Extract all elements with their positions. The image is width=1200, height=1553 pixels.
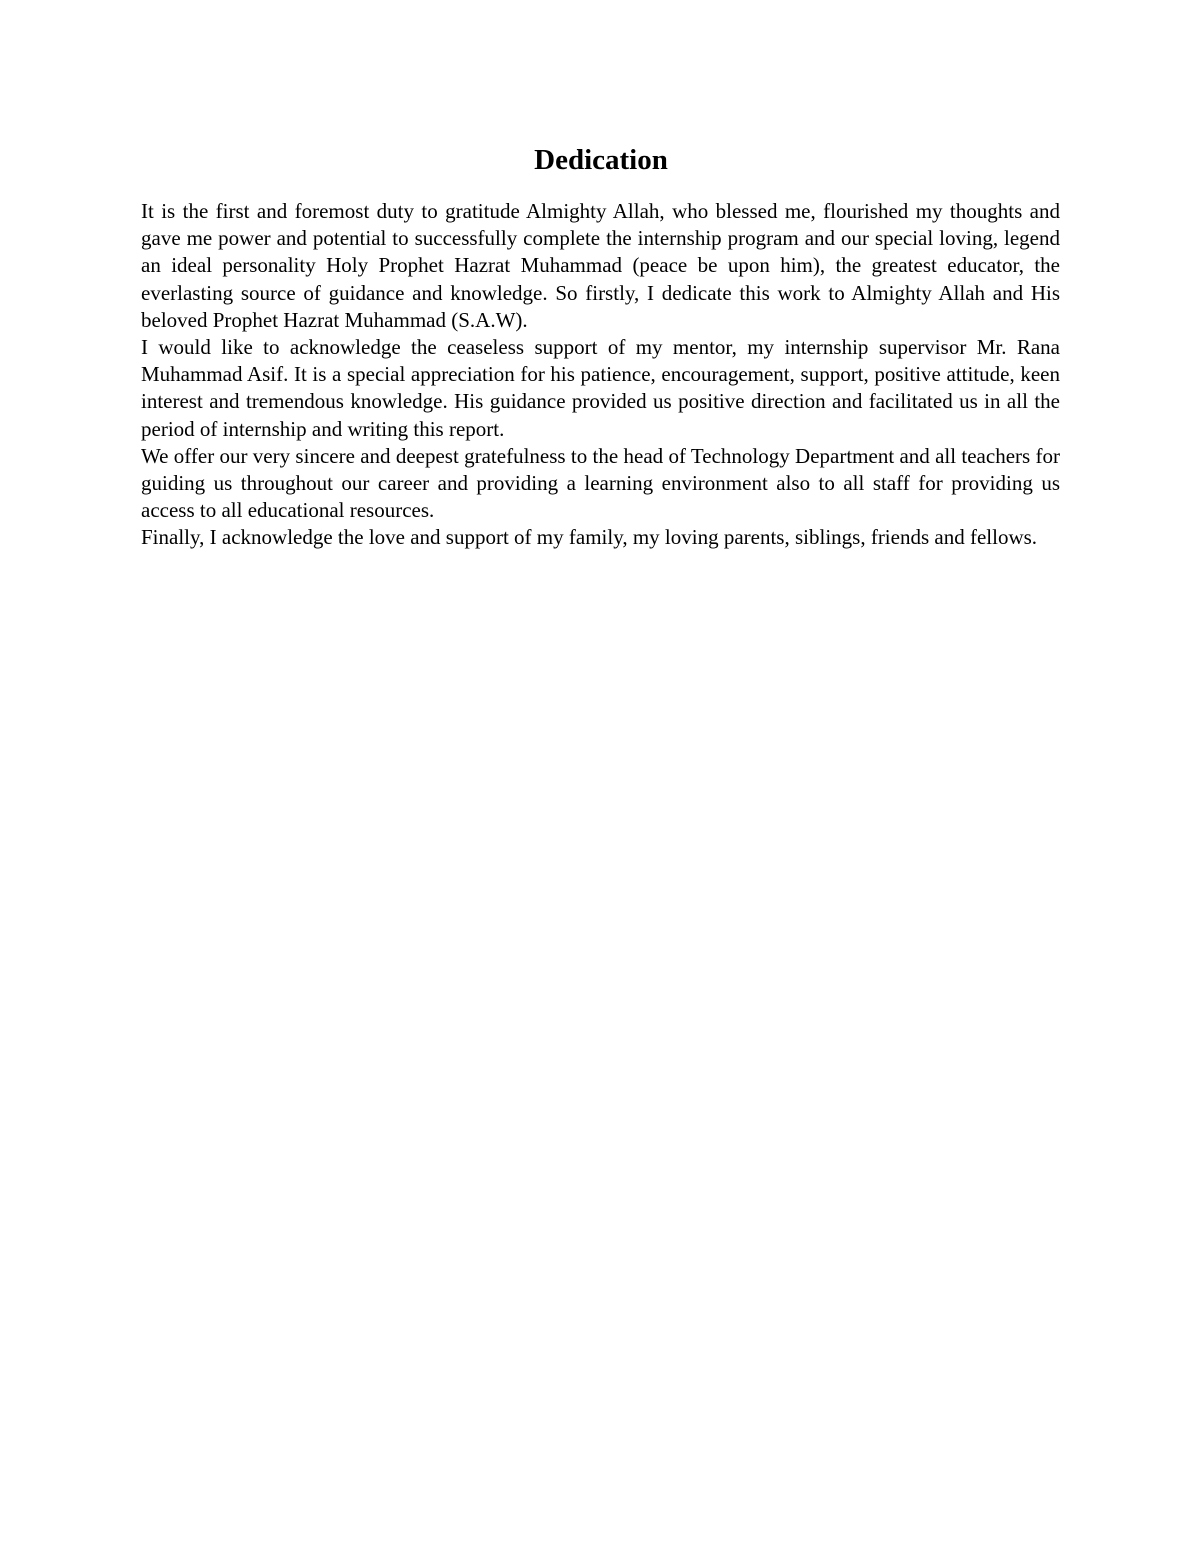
paragraph-family-acknowledgement: Finally, I acknowledge the love and support of my family, my loving parents, siblings, friends and fellows. [141,525,1038,550]
dedication-body [141,198,1060,552]
paragraph-gratitude-allah: It is the first and foremost duty to gratitude Almighty Allah, who blessed me, flourished my thoughts and gave me power and potential to successfully complete the internship program and our special loving, legend an ideal personality Holy Prophet Hazrat Muhammad (peace be upon him), the greatest educator, the everlasting source of guidance and knowledge. So firstly, I dedicate this work to Almighty Allah and His beloved Prophet Hazrat Muhammad (S.A.W). [141,199,1060,332]
paragraph-mentor-acknowledgement: I would like to acknowledge the ceaseless support of my mentor, my internship supervisor Mr. Rana Muhammad Asif. It is a special appreciation for his patience, encouragement, support, positive attitude, keen interest and tremendous knowledge. His guidance provided us positive direction and facilitated us in all the period of internship and writing this report. [141,335,1060,441]
paragraph-department-gratitude: We offer our very sincere and deepest gratefulness to the head of Technology Department and all teachers for guiding us throughout our career and providing a learning environment also to all staff for providing us access to all educational resources. [141,443,1060,523]
page-title: Dedication [534,144,668,176]
